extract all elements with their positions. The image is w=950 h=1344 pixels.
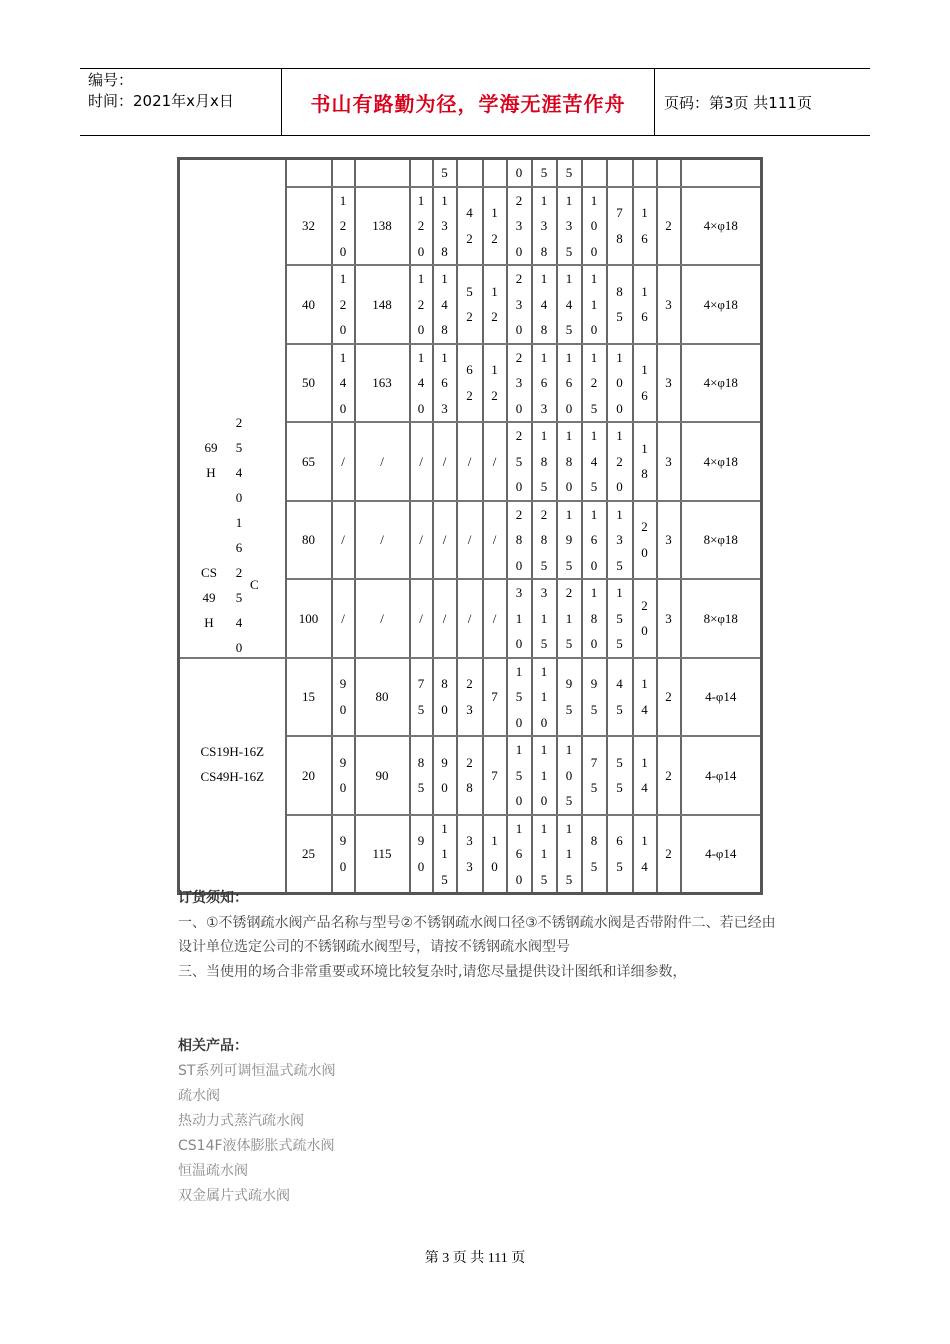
table-cell: 120 <box>410 265 433 344</box>
table-cell: 2 <box>657 815 681 894</box>
table-cell: 230 <box>507 265 532 344</box>
table-cell: 12 <box>483 344 507 423</box>
table-cell: 160 <box>557 344 582 423</box>
table-cell: 160 <box>582 501 607 580</box>
table-cell: 7 <box>483 658 507 737</box>
table-cell: 4-φ14 <box>681 736 762 815</box>
table-cell: 250 <box>507 422 532 501</box>
table-cell: 8×φ18 <box>681 579 762 658</box>
related-products <box>178 1034 335 1209</box>
table-cell: 85 <box>410 736 433 815</box>
order-notes <box>178 886 778 984</box>
table-cell: / <box>483 579 507 658</box>
table-cell: 20 <box>633 579 657 658</box>
table-cell: / <box>332 579 355 658</box>
table-cell: 33 <box>457 815 483 894</box>
document-time-label: 时间：2021年x月x日 <box>88 92 234 110</box>
table-cell <box>457 159 483 187</box>
table-cell <box>582 159 607 187</box>
table-cell: 148 <box>355 265 410 344</box>
model-cell-group1 <box>179 159 286 658</box>
table-cell: 138 <box>532 187 557 266</box>
table-cell: 115 <box>557 815 582 894</box>
table-cell: 32 <box>286 187 332 266</box>
table-cell: 42 <box>457 187 483 266</box>
table-cell: 145 <box>557 265 582 344</box>
table-cell: 8×φ18 <box>681 501 762 580</box>
table-cell: 45 <box>607 658 633 737</box>
table-cell: 78 <box>607 187 633 266</box>
table-cell: / <box>483 501 507 580</box>
related-product-link[interactable]: ST系列可调恒温式疏水阀 <box>178 1063 336 1079</box>
table-cell: 14 <box>633 658 657 737</box>
table-cell: 5 <box>557 159 582 187</box>
table-cell: 148 <box>532 265 557 344</box>
table-cell: 0 <box>507 159 532 187</box>
table-cell: 4×φ18 <box>681 187 762 266</box>
table-cell <box>483 159 507 187</box>
table-cell: 195 <box>557 501 582 580</box>
table-cell: 3 <box>657 344 681 423</box>
table-cell: / <box>433 501 457 580</box>
table-cell: 16 <box>633 187 657 266</box>
table-cell: 5 <box>532 159 557 187</box>
table-cell: 150 <box>507 736 532 815</box>
table-cell: 215 <box>557 579 582 658</box>
table-cell: 140 <box>410 344 433 423</box>
table-cell: 10 <box>483 815 507 894</box>
table-cell: 120 <box>607 422 633 501</box>
header-left <box>88 70 234 112</box>
order-notes-line: 一、①不锈钢疏水阀产品名称与型号②不锈钢疏水阀口径③不锈钢疏水阀是否带附件二、若已经由设计单位选定公司的不锈钢疏水阀型号，请按不锈钢疏水阀型号 <box>178 914 776 955</box>
table-cell: 5 <box>433 159 457 187</box>
table-cell: 90 <box>332 736 355 815</box>
table-row <box>179 159 762 187</box>
related-product-link[interactable]: CS14F液体膨胀式疏水阀 <box>178 1138 335 1154</box>
table-cell: 25 <box>286 815 332 894</box>
table-cell: 85 <box>607 265 633 344</box>
table-cell: 135 <box>557 187 582 266</box>
table-cell: 310 <box>507 579 532 658</box>
table-cell: 120 <box>410 187 433 266</box>
table-cell: 55 <box>607 736 633 815</box>
table-cell: 4×φ18 <box>681 344 762 423</box>
table-cell: 3 <box>657 501 681 580</box>
table-cell <box>633 159 657 187</box>
related-product-link[interactable]: 热动力式蒸汽疏水阀 <box>178 1113 304 1129</box>
table-cell: 163 <box>433 344 457 423</box>
table-cell: 105 <box>557 736 582 815</box>
table-cell: 230 <box>507 344 532 423</box>
table-cell: 20 <box>286 736 332 815</box>
table-cell: 115 <box>532 815 557 894</box>
table-cell: 120 <box>332 187 355 266</box>
table-cell: 285 <box>532 501 557 580</box>
table-cell: 23 <box>457 658 483 737</box>
table-cell: 80 <box>433 658 457 737</box>
page-footer: 第 3 页 共 111 页 <box>424 1251 526 1266</box>
model-label: CS49H-16Z <box>200 768 265 784</box>
table-cell: 15 <box>286 658 332 737</box>
header-bottom-rule <box>80 135 870 136</box>
table-cell: 185 <box>532 422 557 501</box>
model-label: CS19H-16Z <box>200 743 265 759</box>
model-cell-group2 <box>179 658 286 894</box>
table-cell: 65 <box>607 815 633 894</box>
table-cell: 90 <box>332 815 355 894</box>
table-cell: / <box>457 579 483 658</box>
header-page-info: 页码：第3页 共111页 <box>664 94 812 112</box>
related-product-link[interactable]: 双金属片式疏水阀 <box>178 1188 290 1204</box>
table-cell: / <box>457 501 483 580</box>
table-cell: 110 <box>582 265 607 344</box>
table-cell: 155 <box>607 579 633 658</box>
model-label: 69 H <box>204 440 218 480</box>
table-cell: 110 <box>532 736 557 815</box>
table-cell <box>607 159 633 187</box>
table-cell: 4-φ14 <box>681 815 762 894</box>
header-top-rule <box>80 68 870 69</box>
header-divider <box>654 68 655 136</box>
table-cell: 90 <box>433 736 457 815</box>
table-cell: 20 <box>633 501 657 580</box>
table-cell: 65 <box>286 422 332 501</box>
table-cell <box>657 159 681 187</box>
table-cell: 80 <box>355 658 410 737</box>
table-cell <box>410 159 433 187</box>
table-cell: 50 <box>286 344 332 423</box>
table-cell: 3 <box>657 422 681 501</box>
table-cell: 62 <box>457 344 483 423</box>
table-cell: 85 <box>582 815 607 894</box>
table-cell: 90 <box>410 815 433 894</box>
table-cell: 16 <box>633 265 657 344</box>
table-cell: / <box>332 501 355 580</box>
table-cell: / <box>410 579 433 658</box>
table-cell: 315 <box>532 579 557 658</box>
table-cell: 2 <box>657 736 681 815</box>
table-cell: 180 <box>557 422 582 501</box>
model-label: C <box>250 577 259 592</box>
table-cell: 138 <box>355 187 410 266</box>
table-cell: 4×φ18 <box>681 422 762 501</box>
table-cell: 100 <box>607 344 633 423</box>
table-cell: 18 <box>633 422 657 501</box>
table-cell: 12 <box>483 187 507 266</box>
table-cell: 80 <box>286 501 332 580</box>
table-row <box>179 658 762 737</box>
table-cell: 140 <box>332 344 355 423</box>
table-cell: 150 <box>507 658 532 737</box>
header-motto: 书山有路勤为径，学海无涯苦作舟 <box>310 92 626 116</box>
table-cell: 138 <box>433 187 457 266</box>
table-cell: 2 <box>657 187 681 266</box>
table-cell: 95 <box>557 658 582 737</box>
table-cell: 75 <box>410 658 433 737</box>
table-cell: 7 <box>483 736 507 815</box>
model-label: 2 5 4 0 1 6 2 5 4 0 <box>235 415 243 655</box>
table-cell: / <box>483 422 507 501</box>
table-cell <box>332 159 355 187</box>
related-products-heading: 相关产品： <box>178 1038 248 1054</box>
table-cell: 135 <box>607 501 633 580</box>
table-cell: 160 <box>507 815 532 894</box>
table-cell: 90 <box>332 658 355 737</box>
related-product-link[interactable]: 恒温疏水阀 <box>178 1163 248 1179</box>
table-cell: 115 <box>433 815 457 894</box>
table-cell <box>286 159 332 187</box>
table-cell: 180 <box>582 579 607 658</box>
table-cell: 12 <box>483 265 507 344</box>
table-cell: 75 <box>582 736 607 815</box>
table-cell <box>355 159 410 187</box>
table-cell: 95 <box>582 658 607 737</box>
table-cell: / <box>433 422 457 501</box>
table-cell: 4-φ14 <box>681 658 762 737</box>
table-cell: 230 <box>507 187 532 266</box>
table-cell: / <box>355 501 410 580</box>
table-cell: 4×φ18 <box>681 265 762 344</box>
spec-table <box>177 157 763 895</box>
table-cell: / <box>355 422 410 501</box>
order-notes-line: 三、当使用的场合非常重要或环境比较复杂时,请您尽量提供设计图纸和详细参数， <box>178 963 687 980</box>
table-cell: 115 <box>355 815 410 894</box>
table-cell: 163 <box>532 344 557 423</box>
table-cell: / <box>410 422 433 501</box>
table-cell: 280 <box>507 501 532 580</box>
table-cell: 125 <box>582 344 607 423</box>
table-cell: 120 <box>332 265 355 344</box>
table-cell: 14 <box>633 736 657 815</box>
table-cell: 14 <box>633 815 657 894</box>
order-notes-heading: 订货须知： <box>178 890 248 906</box>
table-cell: 40 <box>286 265 332 344</box>
table-cell: / <box>332 422 355 501</box>
table-cell: 145 <box>582 422 607 501</box>
table-cell: 16 <box>633 344 657 423</box>
table-cell: 3 <box>657 579 681 658</box>
model-label: CS 49 H <box>201 565 217 630</box>
table-cell: / <box>457 422 483 501</box>
table-cell: 100 <box>582 187 607 266</box>
table-cell: / <box>433 579 457 658</box>
table-cell: 110 <box>532 658 557 737</box>
table-cell <box>681 159 762 187</box>
table-cell: 28 <box>457 736 483 815</box>
document-number-label: 编号： <box>88 71 134 89</box>
table-cell: 90 <box>355 736 410 815</box>
table-cell: 163 <box>355 344 410 423</box>
table-cell: / <box>410 501 433 580</box>
table-cell: / <box>355 579 410 658</box>
table-cell: 148 <box>433 265 457 344</box>
table-cell: 100 <box>286 579 332 658</box>
related-product-link[interactable]: 疏水阀 <box>178 1088 220 1104</box>
table-cell: 52 <box>457 265 483 344</box>
table-cell: 3 <box>657 265 681 344</box>
table-cell: 2 <box>657 658 681 737</box>
